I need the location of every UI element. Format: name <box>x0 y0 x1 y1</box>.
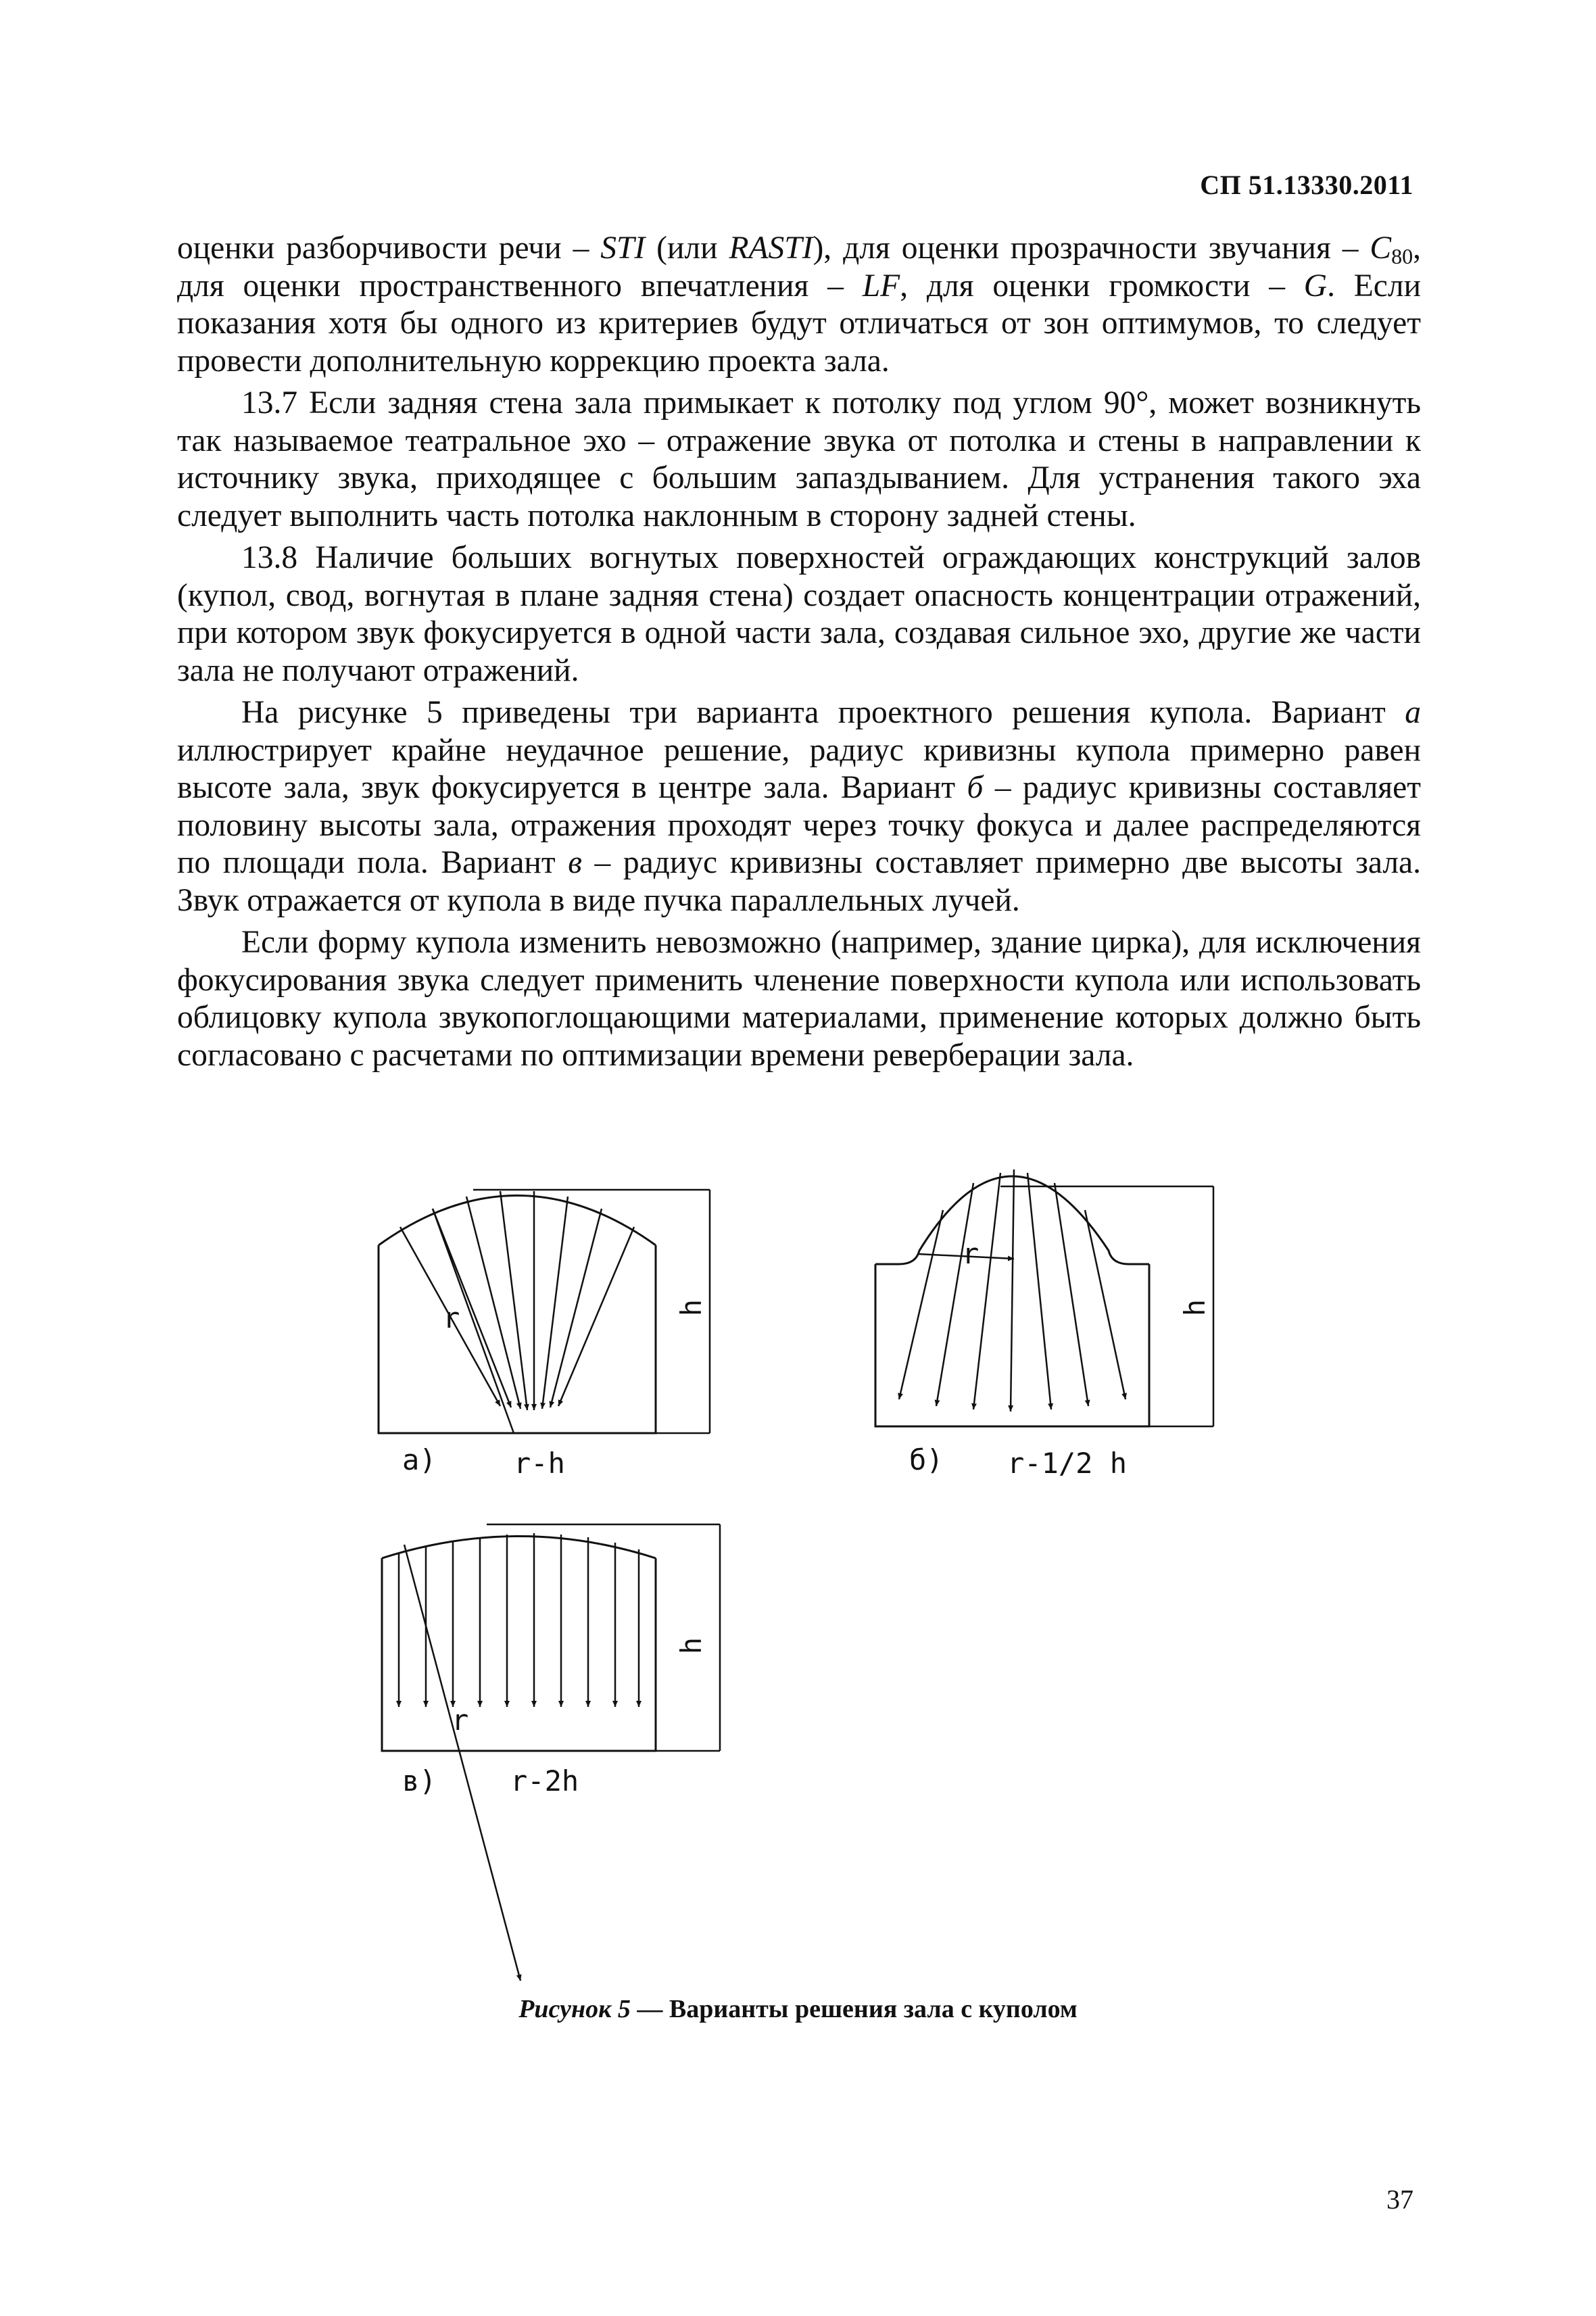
diagram-a-r-label: r <box>443 1301 460 1334</box>
paragraph-13-8: 13.8 Наличие больших вогнутых поверхностей ограждающих конструкций залов (купол, свод, вогнутая в плане задняя стена) создает опасность концентрации отражений, при котором звук фокусируется в одной части зала, создавая сильное эхо, другие же части зала не получают отражений. <box>177 540 1421 688</box>
diagram-v-letter: в) <box>402 1764 437 1798</box>
paragraph-figure-description: На рисунке 5 приведены три варианта проектного решения купола. Вариант а иллюстрирует крайне неудачное решение, радиус кривизны купола примерно равен высоте зала, звук фокусируется в центре зала. Вариант б – радиус кривизны составляет половину высоты зала, отражения проходят через точку фокуса и далее распределяются по площади пола. Вариант в – радиус кривизны составляет примерно две высоты зала. Звук отражается от купола в виде пучка параллельных лучей. <box>177 695 1421 918</box>
paragraph-dome-treatment: Если форму купола изменить невозможно (например, здание цирка), для исключения фокусирования звука следует применить членение поверхности купола или использовать облицовку купола звукопоглощающими материалами, применение которых должно быть согласовано с расчетами по оптимизации времени реверберации зала. <box>177 925 1421 1073</box>
page-number: 37 <box>1386 2184 1413 2215</box>
paragraph-criteria: оценки разборчивости речи – STI (или RASTI), для оценки прозрачности звучания – $C_{80}$, для оценки пространственного впечатления – LF, для оценки громкости – G. Если показания хотя бы одного из критериев будут отличаться от зон оптимумов, то следует провести дополнительную коррекцию проекта зала. <box>177 231 1422 379</box>
paragraph-13-7: 13.7 Если задняя стена зала примыкает к потолку под углом 90°, может возникнуть так называемое театральное эхо – отражение звука от потолка и стены в направлении к источнику звука, приходящее с большим запаздыванием. Для устранения такого эха следует выполнить часть потолка наклонным в сторону задней стены. <box>177 385 1421 533</box>
diagram-a-h-label: h <box>675 1299 708 1317</box>
diagram-b-r-label: r <box>962 1237 980 1270</box>
diagram-v-h-label: h <box>675 1637 708 1655</box>
diagram-b-letter: б) <box>909 1443 944 1476</box>
diagram-a-letter: а) <box>402 1443 437 1476</box>
diagram-a <box>379 1190 710 1433</box>
figure-caption: Рисунок 5 — Варианты решения зала с куполом <box>518 1995 1078 2023</box>
figure-title: Варианты решения зала с куполом <box>669 1995 1078 2023</box>
diagram-b-h-label: h <box>1178 1299 1212 1317</box>
diagram-b-relation: r-1/2 h <box>1007 1447 1128 1480</box>
diagram-v-relation: r-2h <box>510 1764 579 1798</box>
diagram-v-r-label: r <box>452 1704 469 1737</box>
diagram-v <box>382 1524 720 1981</box>
diagram-a-relation: r-h <box>514 1447 565 1480</box>
standard-code: СП 51.13330.2011 <box>1200 170 1413 200</box>
diagram-b <box>875 1169 1213 1426</box>
figure-number: Рисунок 5 <box>518 1995 631 2023</box>
